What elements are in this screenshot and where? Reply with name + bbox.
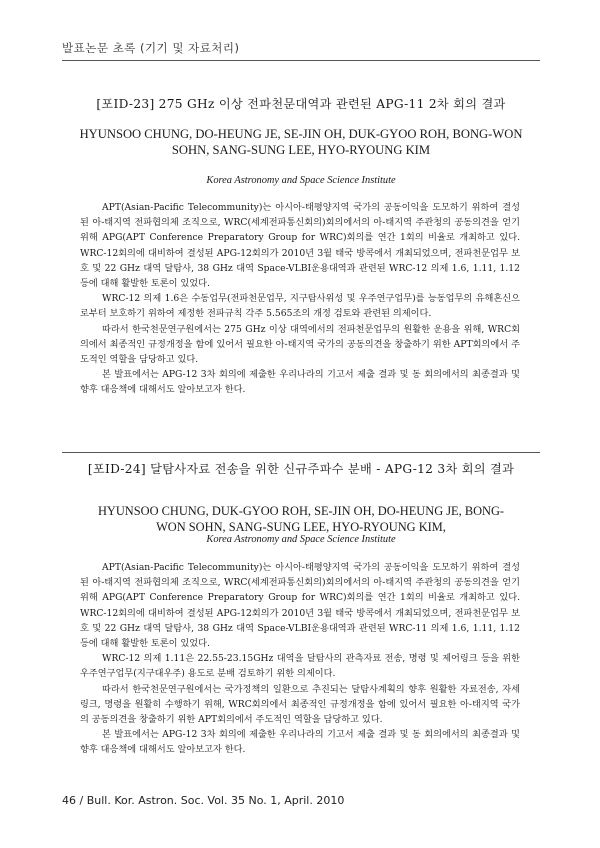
paragraph: APT(Asian-Pacific Telecommunity)는 아시아-태평양지역 국가의 공동이익을 도모하기 위하여 결성된 아-태지역 전파협의체 조직으로, WRC(세계전파통신회의)회의에서의 아-태지역 주관청의 공동의견을 얻기 위해 APG(APT Conference Preparatory Group for WRC)회의를 연간 1회의 비율로 개최하고 있다. WRC-12회의에 대비하여 결성된 APG-12회의가 2010년 3월 태국 방콕에서 개최되었으며, 전파천문업무 보호 및 22 GHz 대역 달탐사, 38 GHz 대역 Space-VLBI운용대역과 관련된 WRC-11 의제 1.6, 1.11, 1.12 등에 대해 활발한 토론이 있었다.: [80, 562, 520, 650]
paragraph: 본 발표에서는 APG-12 3차 회의에 제출한 우리나라의 기고서 제출 결과 및 동 회의에서의 최종결과 및 향후 대응책에 대해서도 알아보고자 한다.: [80, 729, 520, 756]
abstract-body-1: [80, 200, 520, 398]
affiliation-2: Korea Astronomy and Space Science Institute: [206, 534, 396, 545]
paragraph: WRC-12 의제 1.6은 수동업무(전파천문업무, 지구탐사위성 및 우주연구업무)를 능동업무의 유해혼신으로부터 보호하기 위하여 제정한 전파규칙 각주 5.565조의 개정 검토와 관련된 의제이다.: [80, 293, 520, 320]
header-rule: [62, 60, 540, 61]
page-footer: 46 / Bull. Kor. Astron. Soc. Vol. 35 No. 1, April. 2010: [62, 794, 345, 807]
authors-1: HYUNSOO CHUNG, DO-HEUNG JE, SE-JIN OH, DUK-GYOO ROH, BONG-WON SOHN, SANG-SUNG LEE, HYO-RYOUNG KIM: [79, 127, 523, 157]
running-header: 발표논문 초록 (기기 및 자료처리): [62, 41, 240, 55]
paragraph: WRC-12 의제 1.11은 22.55-23.15GHz 대역을 달탐사의 관측자료 전송, 명령 및 제어링크 등을 위한 우주연구업무(지구대우주) 용도로 분배 검토하기 위한 의제이다.: [80, 653, 520, 680]
abstract-title-2: [포ID-24] 달탐사자료 전송을 위한 신규주파수 분배 - APG-12 3차 회의 결과: [87, 462, 515, 476]
affiliation-1: Korea Astronomy and Space Science Institute: [206, 175, 396, 186]
section-divider: [62, 452, 540, 453]
abstract-body-2: [80, 560, 520, 758]
paragraph: 본 발표에서는 APG-12 3차 회의에 제출한 우리나라의 기고서 제출 결과 및 동 회의에서의 최종결과 및 향후 대응책에 대해서도 알아보고자 한다.: [80, 369, 520, 396]
paragraph: APT(Asian-Pacific Telecommunity)는 아시아-태평양지역 국가의 공동이익을 도모하기 위하여 결성된 아-태지역 전파협의체 조직으로, WRC(세계전파통신회의)회의에서의 아-태지역 주관청의 공동의견을 얻기 위해 APG(APT Conference Preparatory Group for WRC)회의를 연간 1회의 비율로 개최하고 있다. WRC-12회의에 대비하여 결성된 APG-12회의가 2010년 3월 태국 방콕에서 개최되었으며, 전파천문업무 보호 및 22 GHz 대역 달탐사, 38 GHz 대역 Space-VLBI운용대역과 관련된 WRC-12 의제 1.6, 1.11, 1.12 등에 대해 활발한 토론이 있었다.: [80, 202, 520, 290]
paragraph: 따라서 한국천문연구원에서는 국가정책의 일환으로 추진되는 달탐사계획의 향후 원활한 자료전송, 자세링크, 명령을 원활히 수행하기 위해, WRC회의에서 최종적인 규정개정을 함에 있어서 필요한 아-태지역 국가의 공동의견을 창출하기 위한 APT회의에서 주도적인 역할을 담당하고 있다.: [80, 683, 520, 726]
abstract-title-1: [포ID-23] 275 GHz 이상 전파천문대역과 관련된 APG-11 2차 회의 결과: [96, 97, 506, 111]
paragraph: 따라서 한국천문연구원에서는 275 GHz 이상 대역에서의 전파천문업무의 원활한 운용을 위해, WRC회의에서 최종적인 규정개정을 함에 있어서 필요한 아-태지역 국가의 공동의견을 창출하기 위한 APT회의에서 주도적인 역할을 담당하고 있다.: [80, 323, 520, 366]
authors-2: HYUNSOO CHUNG, DUK-GYOO ROH, SE-JIN OH, DO-HEUNG JE, BONG-WON SOHN, SANG-SUNG LEE, HYO-RYOUNG KIM,: [97, 504, 505, 534]
